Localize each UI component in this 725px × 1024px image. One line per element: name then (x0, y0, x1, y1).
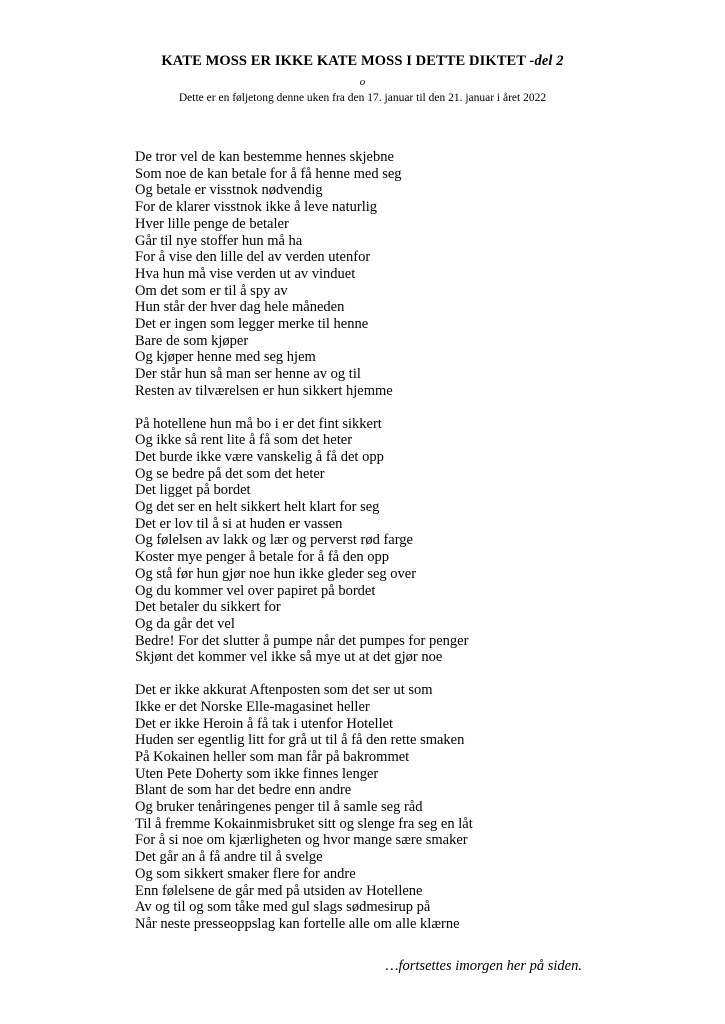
poem-line: For å vise den lille del av verden utenfor (135, 249, 371, 266)
poem-line: Bedre! For det slutter å pumpe når det pumpes for penger (135, 632, 469, 649)
poem-line: Av og til og som tåke med gul slags sødmesirup på (135, 899, 431, 916)
poem-line: Huden ser egentlig litt for grå ut til å få den rette smaken (135, 732, 465, 749)
poem-line: På Kokainen heller som man får på bakrommet (135, 748, 410, 765)
poem-line: Som noe de kan betale for å få henne med seg (135, 165, 402, 182)
stanza (135, 416, 695, 667)
poem-line: Det er ikke akkurat Aftenposten som det ser ut som (135, 682, 433, 699)
poem-line: Det betaler du sikkert for (135, 599, 281, 616)
title-marker: o (359, 76, 366, 88)
poem-line: Og bruker tenåringenes penger til å samle seg råd (135, 799, 423, 816)
poem-line: Og det ser en helt sikkert helt klart for seg (135, 499, 380, 516)
page-title (0, 53, 725, 70)
poem-line: Og som sikkert smaker flere for andre (135, 865, 356, 882)
poem-line: Ikke er det Norske Elle-magasinet heller (135, 698, 370, 715)
poem-line: Skjønt det kommer vel ikke så mye ut at det gjør noe (135, 649, 443, 666)
subtitle: Dette er en føljetong denne uken fra den 17. januar til den 21. januar i året 2022 (178, 92, 547, 104)
poem-line: Resten av tilværelsen er hun sikkert hjemme (135, 382, 393, 399)
stanza (135, 149, 695, 400)
poem-line: Uten Pete Doherty som ikke finnes lenger (135, 765, 379, 782)
poem-line: Og kjøper henne med seg hjem (135, 349, 316, 366)
poem-line: Enn følelsene de går med på utsiden av Hotellene (135, 882, 423, 899)
poem-line: Og ikke så rent lite å få som det heter (135, 432, 353, 449)
poem-line: Og følelsen av lakk og lær og perverst rød farge (135, 532, 413, 549)
poem-line: Og se bedre på det som det heter (135, 465, 325, 482)
poem-line: Bare de som kjøper (135, 332, 249, 349)
poem-line: Der står hun så man ser henne av og til (135, 366, 361, 383)
continuation-note: …fortsettes imorgen her på siden. (385, 958, 582, 974)
poem-line: Når neste presseoppslag kan fortelle alle om alle klærne (135, 915, 460, 932)
poem-line: Blant de som har det bedre enn andre (135, 782, 352, 799)
poem-line: Det ligget på bordet (135, 482, 251, 499)
poem-line: Til å fremme Kokainmisbruket sitt og slenge fra seg en låt (135, 815, 473, 832)
poem-line: Koster mye penger å betale for å få den opp (135, 549, 390, 566)
poem-line: Og da går det vel (135, 615, 235, 632)
poem-line: Hun står der hver dag hele måneden (135, 299, 345, 316)
poem-line: Hver lille penge de betaler (135, 215, 289, 232)
poem-line: Det er ikke Heroin å få tak i utenfor Hotellet (135, 715, 394, 732)
stanza (135, 682, 695, 933)
poem-line: Og stå før hun gjør noe hun ikke gleder seg over (135, 565, 417, 582)
poem-body (135, 149, 695, 949)
poem-line: Og du kommer vel over papiret på bordet (135, 582, 376, 599)
poem-line: Det burde ikke være vanskelig å få det opp (135, 448, 384, 465)
poem-line: For de klarer visstnok ikke å leve naturlig (135, 199, 378, 216)
poem-line: Det er lov til å si at huden er vassen (135, 515, 343, 532)
poem-line: Går til nye stoffer hun må ha (135, 232, 303, 249)
poem-line: Det er ingen som legger merke til henne (135, 316, 369, 333)
title-main: KATE MOSS ER IKKE KATE MOSS I DETTE DIKTET (161, 53, 526, 69)
poem-line: Og betale er visstnok nødvendig (135, 182, 323, 199)
poem-line: På hotellene hun må bo i er det fint sikkert (135, 415, 382, 432)
poem-line: Det går an å få andre til å svelge (135, 849, 323, 866)
title-suffix: -del 2 (529, 53, 564, 69)
poem-line: For å si noe om kjærligheten og hvor mange sære smaker (135, 832, 468, 849)
poem-line: Hva hun må vise verden ut av vinduet (135, 265, 356, 282)
poem-line: Om det som er til å spy av (135, 282, 288, 299)
poem-line: De tror vel de kan bestemme hennes skjebne (135, 149, 394, 165)
